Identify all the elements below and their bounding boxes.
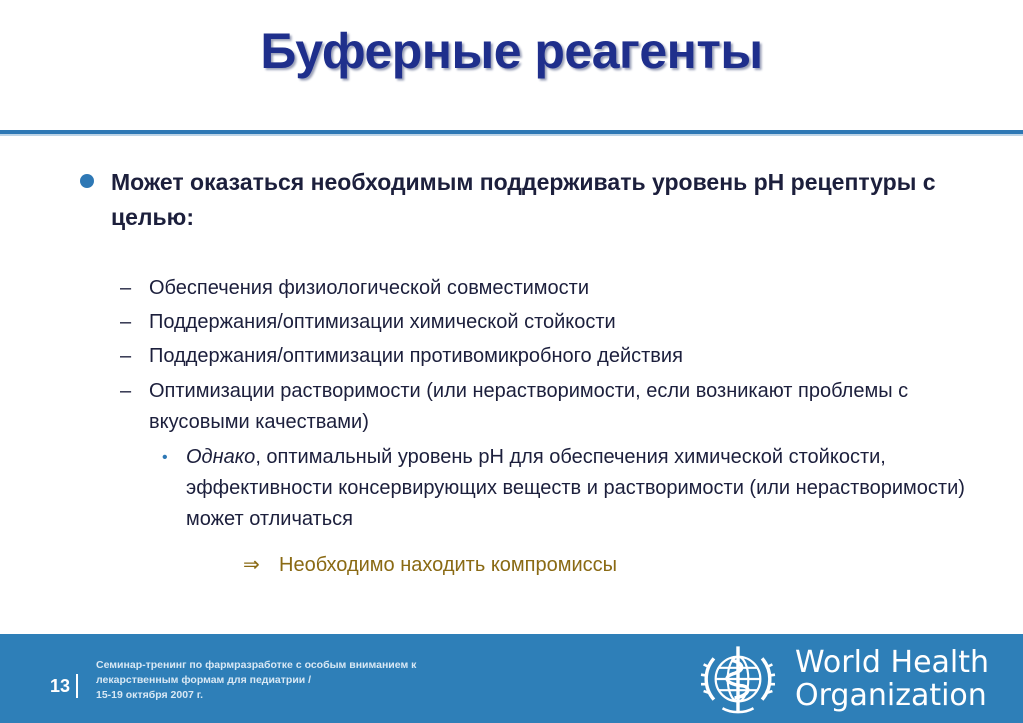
sub-bullet-text: Поддержания/оптимизации химической стойкости: [149, 311, 616, 333]
sub-bullet: [120, 273, 1000, 304]
small-bullet-icon: •: [162, 449, 168, 466]
sub-bullet-text: Оптимизации растворимости (или нерастворимости, если возникают проблемы с вкусовыми качествами): [149, 380, 909, 433]
slide-title: Буферные реагенты: [260, 23, 763, 79]
dash-icon: –: [120, 380, 132, 402]
sub-bullet: [120, 307, 1000, 338]
dash-icon: –: [120, 311, 132, 333]
implies-arrow-icon: ⇒: [243, 554, 260, 576]
nested-bullet-rest: , оптимальный уровень рН для обеспечения химической стойкости, эффективности консервирующих веществ и растворимости (или нерастворимости) может отличаться: [186, 446, 965, 530]
dash-icon: –: [120, 345, 132, 367]
sub-bullet-text: Обеспечения физиологической совместимости: [149, 277, 590, 299]
who-wordmark-line: World Health: [795, 645, 990, 680]
bullet-dot-icon: [80, 174, 94, 188]
sub-bullet-text: Поддержания/оптимизации противомикробного действия: [149, 345, 683, 367]
main-bullet: [80, 165, 990, 235]
nested-bullet-text: [162, 442, 1002, 535]
who-emblem-icon: [695, 636, 781, 722]
seminar-line: Семинар-тренинг по фармразработке с особым вниманием к: [96, 659, 417, 671]
conclusion-text: Необходимо находить компромиссы: [279, 554, 618, 576]
footer-bar: [0, 634, 1023, 723]
seminar-line: 15-19 октября 2007 г.: [96, 689, 204, 701]
sub-bullet: [120, 376, 950, 438]
conclusion: [243, 550, 617, 580]
nested-bullet: [162, 442, 1002, 535]
seminar-line: лекарственным формам для педиатрии /: [96, 674, 312, 686]
who-wordmark-line: Organization: [795, 678, 987, 713]
seminar-caption: [96, 658, 496, 703]
who-wordmark: [795, 646, 989, 712]
title-divider-shadow: [0, 134, 1023, 136]
dash-icon: –: [120, 277, 132, 299]
main-bullet-text: Может оказаться необходимым поддерживать уровень рН рецептуры с целью:: [111, 169, 936, 230]
nested-bullet-italic: Однако: [186, 446, 256, 468]
sub-bullet: [120, 341, 1000, 372]
page-number: 13: [50, 676, 71, 696]
page-number-separator: [76, 674, 78, 698]
